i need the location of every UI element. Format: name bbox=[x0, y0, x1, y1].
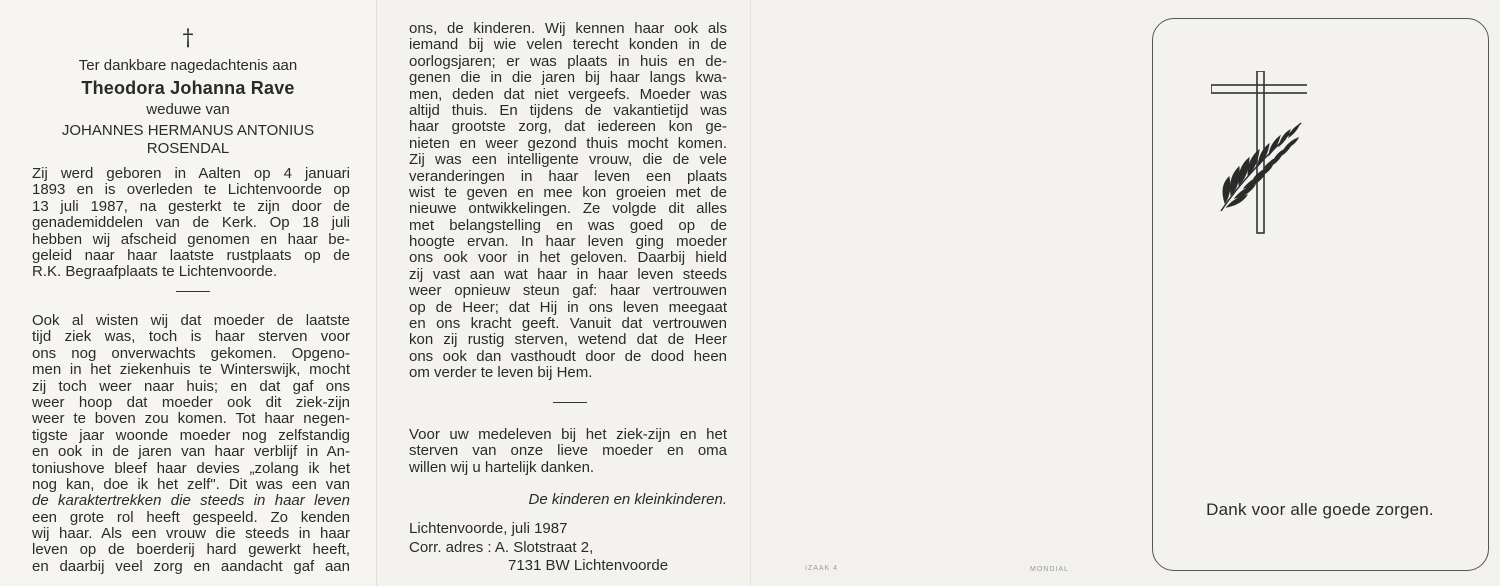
text-line: weer hoop dat moeder ook dit ziek-zijn bbox=[32, 393, 350, 411]
text-line: 13 juli 1987, na gesterkt te zijn door de bbox=[32, 197, 350, 215]
text-line: willen wij u hartelijk danken. bbox=[409, 458, 595, 476]
cross-icon: † bbox=[182, 26, 194, 51]
text-line: men in het ziekenhuis te Winterswijk, mocht bbox=[32, 361, 350, 379]
card-panel-left bbox=[0, 0, 376, 586]
card-panel-middle bbox=[376, 0, 750, 586]
text-line: genademiddelen van de Kerk. Op 18 juli bbox=[32, 214, 350, 232]
text-line: tigste jaar woonde moeder nog zelfstandig bbox=[32, 426, 350, 444]
text-line: een grote rol heeft gespeeld. Zo kenden bbox=[32, 508, 350, 526]
text-line: genen die in die jaren bij haar langs kwa- bbox=[409, 69, 727, 87]
text-line: Ook al wisten wij dat moeder de laatste bbox=[32, 312, 350, 329]
text-line-italic: de karaktertrekken die steeds in haar leven bbox=[32, 492, 350, 510]
text-line: wij haar. Als een vrouw die steeds in haar bbox=[32, 525, 350, 543]
intro-line: Ter dankbare nagedachtenis aan bbox=[78, 57, 298, 74]
husband-name-line2: ROSENDAL bbox=[146, 140, 230, 157]
text-line: nieuwe ontwikkelingen. Ze volgde dit alles bbox=[409, 200, 727, 218]
text-line: oorlogsjaren; er was plaats in huis en de- bbox=[409, 52, 727, 70]
card-message: Dank voor alle goede zorgen. bbox=[1206, 500, 1434, 519]
text-line: nog kan, doe ik het zelf". Dit was een van bbox=[32, 475, 350, 493]
text-line: geleid naar haar laatste rustplaats op de bbox=[32, 246, 350, 264]
text-line: iemand bij wie velen terecht konden in de bbox=[409, 36, 727, 54]
front-card bbox=[1152, 18, 1489, 571]
text-line: weer te boven zou komen. Tot haar negen- bbox=[32, 410, 350, 428]
text-line: altijd thuis. En tijdens de vakantietijd was bbox=[409, 101, 727, 119]
husband-name-line1: JOHANNES HERMANUS ANTONIUS bbox=[61, 122, 315, 139]
text-line: ons nog onverwachts gekomen. Opgeno- bbox=[32, 344, 350, 362]
widow-of-line: weduwe van bbox=[146, 101, 230, 118]
text-line: met belangstelling en was goed op de bbox=[409, 216, 727, 234]
memorial-text-part1 bbox=[32, 313, 350, 575]
text-line: toniushove bleef haar devies „zolang ik het bbox=[32, 459, 350, 477]
memorial-text-part2 bbox=[409, 21, 727, 382]
thanks-paragraph bbox=[409, 427, 727, 476]
text-line: ons ook voor in het geloven. Daarbij hield bbox=[409, 249, 727, 267]
text-line: Voor uw medeleven bij het ziek-zijn en het bbox=[409, 426, 727, 443]
printer-imprint-center: MONDIAL bbox=[1030, 566, 1069, 573]
text-line: sterven van onze lieve moeder en oma bbox=[409, 442, 727, 460]
card-panel-right bbox=[750, 0, 1500, 586]
text-line: 1893 en is overleden te Lichtenvoorde op bbox=[32, 181, 350, 199]
text-line: ons, de kinderen. Wij kennen haar ook als bbox=[409, 20, 727, 37]
section-divider bbox=[176, 291, 210, 292]
printer-imprint-left: IZAAK 4 bbox=[805, 565, 839, 572]
text-line: leven op de boerderij hard gewerkt heeft, bbox=[32, 541, 350, 559]
text-line: kon zij rustig sterven, wetend dat de Heer bbox=[409, 331, 727, 349]
text-line: tijd ziek was, toch is haar sterven voor bbox=[32, 328, 350, 346]
text-line: op de Heer; dat Hij in ons leven meegaat bbox=[409, 298, 727, 316]
text-line: om verder te leven bij Hem. bbox=[409, 364, 593, 382]
text-line: Zij was een intelligente vrouw, die de vele bbox=[409, 151, 727, 169]
biography-paragraph bbox=[32, 166, 350, 281]
correspondence-address-line2: 7131 BW Lichtenvoorde bbox=[508, 557, 669, 574]
text-line: wist te geven en mee kon groeien met de bbox=[409, 183, 727, 201]
signature-line: De kinderen en kleinkinderen. bbox=[528, 491, 727, 508]
text-line: zij toch weer naar huis; en dat gaf ons bbox=[32, 377, 350, 395]
text-line: veranderingen in haar leven een plaats bbox=[409, 167, 727, 185]
text-line: Zij werd geboren in Aalten op 4 januari bbox=[32, 165, 350, 182]
cross-with-palm-branch-icon bbox=[1211, 71, 1307, 241]
deceased-name: Theodora Johanna Rave bbox=[81, 78, 295, 98]
text-line: R.K. Begraafplaats te Lichtenvoorde. bbox=[32, 263, 278, 281]
text-line: en ons kracht geeft. Vanuit dat vertrouwen bbox=[409, 315, 727, 333]
text-line: weer opnieuw steun gaf: haar vertrouwen bbox=[409, 282, 727, 300]
text-line: men, deden dat niet vergeefs. Moeder was bbox=[409, 85, 727, 103]
text-line: nieten en weer gezond thuis mocht komen. bbox=[409, 134, 727, 152]
text-line: ons ook dan vasthoudt door de dood heen bbox=[409, 347, 727, 365]
place-date: Lichtenvoorde, juli 1987 bbox=[409, 520, 568, 537]
section-divider bbox=[553, 402, 587, 403]
text-line: hebben wij afscheid genomen en haar be- bbox=[32, 230, 350, 248]
text-line: en ook in de jaren van haar verblijf in An- bbox=[32, 443, 350, 461]
correspondence-address-line1: Corr. adres : A. Slotstraat 2, bbox=[409, 539, 594, 556]
text-line: hoogte ervan. In haar leven ging moeder bbox=[409, 233, 727, 251]
text-line: en daarbij veel zorg en aandacht gaf aan bbox=[32, 557, 350, 575]
text-line: zij vast aan wat haar in haar leven steeds bbox=[409, 265, 727, 283]
palm-branch bbox=[1221, 123, 1301, 211]
text-line: haar grootste zorg, dat iedereen kon ge- bbox=[409, 118, 727, 136]
